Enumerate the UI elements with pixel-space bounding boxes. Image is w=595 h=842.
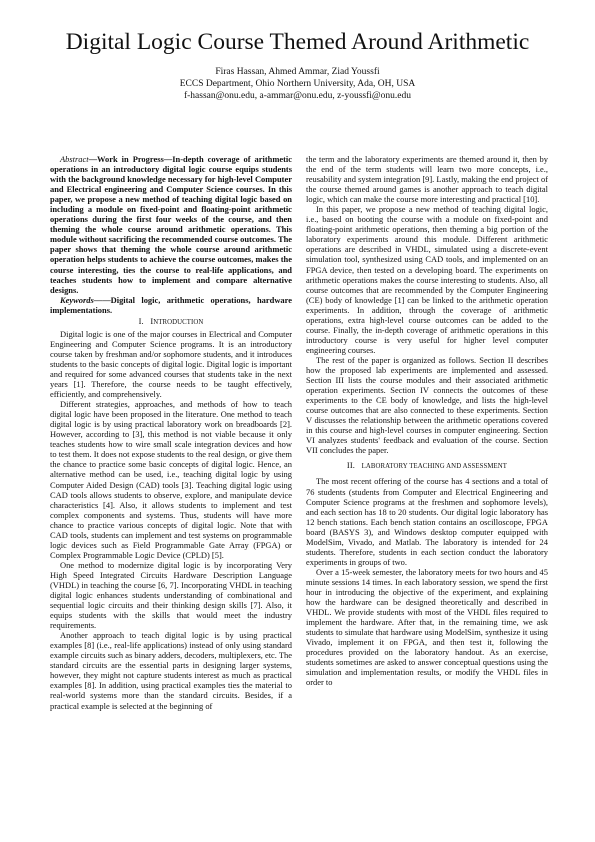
intro-paragraph-6: In this paper, we propose a new method of teaching digital logic, i.e., based on booting the course with a module on fixed-point and floating-point arithmetic operations, then theming a big portion of the laboratory experiments around this module. Different arithmetic operations are described in VHDL, simulated using a discrete-event simulation tool, synthesized using CAD tools, and implemented on an FPGA device, then tested on a developing board. The experiments on arithmetic operations makes the course interesting to students. Also, all course outcomes that are recommended by the Computer Engineering (CE) body of knowledge [1] can be linked to the arithmetic operation experiments. In addition, through the coverage of arithmetic operations, extra high-level course outcomes can be added to the course. Finally, the in-depth coverage of arithmetic operations in this introductory course is very useful for higher level computer engineering courses.	[306, 204, 548, 355]
section-number: I.	[138, 315, 144, 326]
author-emails: f-hassan@onu.edu, a-ammar@onu.edu, z-youssfi@onu.edu	[183, 91, 411, 101]
intro-paragraph-5: the term and the laboratory experiments are themed around it, then by the end of the term students will learn two more concepts, i.e., reusability and system integration [9]. Lastly, making the end project of the course themed around games is another approach to teach digital logic, which can make the course more interesting and practical [10].	[306, 154, 548, 205]
lab-paragraph-2: Over a 15-week semester, the laboratory meets for two hours and 45 minute sessions 14 times. In each laboratory session, we spend the first hour in introducing the objective of the experiment, and explaining how the hardware can be designed theoretically and described in VHDL. We provide students with most of the VHDL files required to implement the hardware. After that, in the remaining time, we ask students to simulate that hardware using ModelSim, synthesize it using Vivado, implement it on FPGA, and then test it, following the procedures provided on the laboratory handout. As an exercise, students sometimes are asked to answer conceptual questions using the simulation and implementation results, or modify the VHDL files in order to	[306, 566, 548, 688]
abstract-text: —Work in Progress—In-depth coverage of arithmetic operations in an introductory digital logic course equips students with the background knowledge necessary for high-level Computer and Electrical engineering and Computer Science courses. In this paper, we propose a new method of teaching digital logic based on including a module on fixed-point and floating-point arithmetic operations during the first four weeks of the course, and then theming the whole course around arithmetic operations. This module without sacrificing the recommended course outcomes. The paper shows that theming the whole course around arithmetic operation helps students to achieve the course outcomes, makes the course interesting, ties the course to real-life applications, and teaches students how to implement and compare alternative designs.	[50, 154, 292, 295]
intro-paragraph-3: One method to modernize digital logic is by incorporating Very High Speed Integrated Circuits Hardware Description Language (VHDL) in teaching the course [6, 7]. Incorporating VHDL in teaching digital logic enhances students understanding of combinational and sequential logic circuits and their thinking design skills [7]. Also, it equips students with the skills that would meet the industry requirements.	[50, 559, 292, 631]
lab-paragraph-1: The most recent offering of the course has 4 sections and a total of 76 students (students from Computer and Electrical Engineering and Computer Science programs at the freshmen and sophomore levels), and each section has 18 to 20 students. Our digital logic laboratory has 12 bench stations. Each bench station contains an oscilloscope, FPGA board (BASYS 3), and Windows desktop computer equipped with ModelSim, Vivado, and Matlab. The laboratory is intended for 24 students. Therefore, students in each section conduct the laboratory experiments in groups of two.	[306, 476, 548, 567]
intro-paragraph-1: Digital logic is one of the major courses in Electrical and Computer Engineering and Computer Science programs. It is an introductory course taken by freshman and/or sophomore students, and it introduces students to the basic concepts of digital logic. Digital logic is important and required for some advanced courses that students take in the next years [1]. Therefore, the course needs to be taught effectively, efficiently, and comprehensively.	[50, 328, 292, 400]
section-title: LABORATORY TEACHING AND ASSESSMENT	[361, 463, 508, 471]
author-names: Firas Hassan, Ahmed Ammar, Ziad Youssfi	[215, 67, 380, 77]
intro-paragraph-4: Another approach to teach digital logic is by using practical examples [8] (i.e., real-life applications) instead of only using standard example circuits such as binary adders, decoders, multiplexers, etc. The standard circuits are the essential parts in designing larger systems, however, they might not capture students interest as much as practical examples [8]. In addition, using practical examples ties the material to real-world systems more than the standard circuits. Besides, if a practical example is selected at the beginning of	[50, 630, 292, 711]
author-block	[0, 66, 595, 102]
keywords-label: Keywords	[60, 294, 94, 305]
intro-paragraph-7: The rest of the paper is organized as follows. Section II describes how the proposed lab experiments are implemented and assessed. Section III lists the course modules and their associated arithmetic operation experiments. Section IV connects the outcomes of these experiments to the CE body of knowledge, and lists the high-level course outcomes that are also connected to these experiments. Section V discusses the relationship between the arithmetic operations covered in this course and high-level courses in computer engineering. Section VI analyzes students' feedback and evaluation of the course. Section VII concludes the paper.	[306, 354, 548, 456]
keywords	[50, 295, 292, 315]
intro-paragraph-2: Different strategies, approaches, and methods of how to teach digital logic have been proposed in the literature. One method to teach digital logic is by using practical laboratory work on breadboards [2]. However, according to [3], this method is not viable because it only teaches students how to wire small scale integration devices and how to test them. It does not expose students to the real design, or give them the chance to practice some basic concepts of digital logic. Hence, an alternative method can be used, i.e., teaching digital logic by using Computer Aided Design (CAD) tools [3]. Teaching digital logic using CAD tools allows students to observe, explore, and manipulate device characteristics [4]. Also, it allows students to implement and test complex components and systems. Thus, students will have more chance to practice various concepts of digital logic. Note that with CAD tools, students can implement and test systems on programmable logic devices such as Field Programmable Gate Array (FPGA) or Complex Programmable Logic Device (CPLD) [5].	[50, 399, 292, 560]
section-heading-introduction	[50, 316, 292, 328]
paper-title: Digital Logic Course Themed Around Arithmetic	[65, 29, 530, 55]
left-column	[50, 154, 292, 840]
section-title-rest: NTRODUCTION	[153, 318, 204, 326]
abstract	[50, 154, 292, 295]
right-column	[306, 154, 548, 840]
section-title-initial: I	[150, 315, 154, 326]
author-affiliation: ECCS Department, Ohio Northern University, Ada, OH, USA	[179, 79, 416, 89]
section-heading-laboratory	[306, 460, 548, 472]
keywords-text: ——Digital logic, arithmetic operations, hardware implementations.	[50, 294, 292, 315]
abstract-label: Abstract	[60, 154, 89, 164]
section-number: II.	[346, 460, 355, 471]
